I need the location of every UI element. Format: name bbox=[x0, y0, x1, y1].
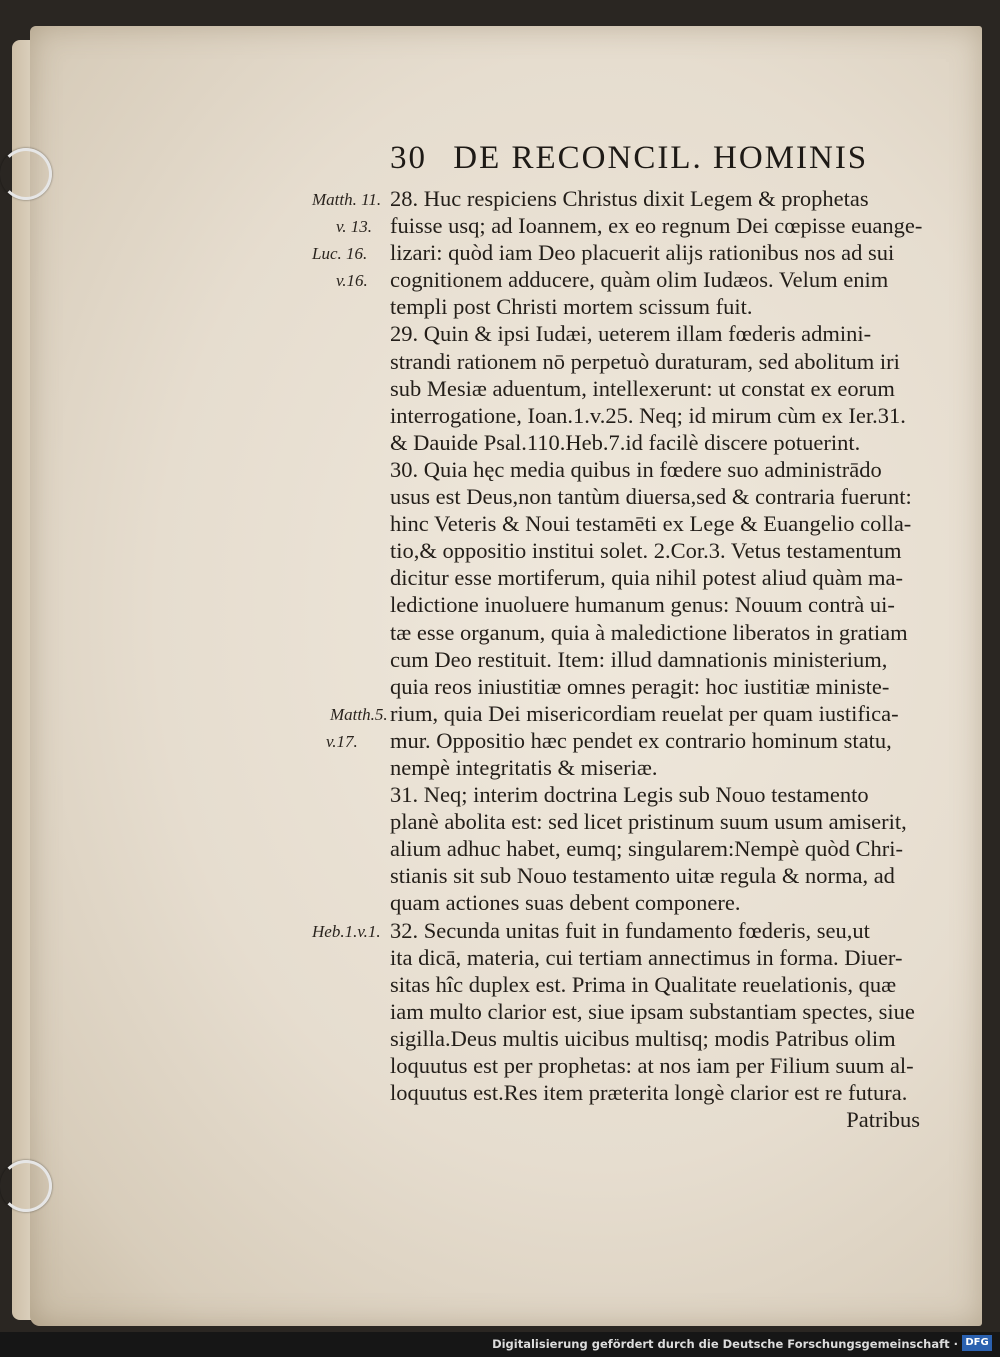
text-line: templi post Christi mortem scissum fuit. bbox=[390, 294, 753, 320]
text-line: 31. Neq; interim doctrina Legis sub Nouo testamento bbox=[390, 782, 869, 808]
text-line: ledictione inuoluere humanum genus: Nouum contrà ui- bbox=[390, 592, 895, 618]
dfg-logo: DFG bbox=[962, 1335, 992, 1351]
text-line: 30. Quia hęc media quibus in fœdere suo administrādo bbox=[390, 456, 882, 482]
margin-note: v.16. bbox=[336, 271, 368, 290]
text-line: sub Mesiæ aduentum, intellexerunt: ut constat ex eorum bbox=[390, 375, 895, 401]
text-line: tio,& oppositio institui solet. 2.Cor.3. Vetus testamentum bbox=[390, 538, 902, 564]
text-line: nempè integritatis & miseriæ. bbox=[390, 754, 658, 780]
footer-credit: Digitalisierung gefördert durch die Deutsche Forschungsgemeinschaft · bbox=[492, 1337, 958, 1351]
catchword: Patribus bbox=[846, 1107, 920, 1133]
text-line: 32. Secunda unitas fuit in fundamento fœderis, seu,ut bbox=[390, 917, 870, 943]
text-line: 28. Huc respiciens Christus dixit Legem & prophetas bbox=[390, 186, 869, 211]
text-line: dicitur esse mortiferum, quia nihil potest aliud quàm ma- bbox=[390, 565, 904, 591]
text-line: mur. Oppositio hæc pendet ex contrario hominum statu, bbox=[390, 727, 892, 753]
text-line: cum Deo restituit. Item: illud damnationis ministerium, bbox=[390, 646, 888, 672]
text-line: interrogatione, Ioan.1.v.25. Neq; id mirum cùm ex Ier.31. bbox=[390, 402, 906, 428]
text-line: planè abolita est: sed licet pristinum suum usum amiserit, bbox=[390, 809, 907, 835]
text-line: alium adhuc habet, eumq; singularem:Nempè quòd Chri- bbox=[390, 836, 903, 862]
text-line: loquutus est.Res item præterita longè clarior est re futura. bbox=[390, 1080, 908, 1106]
running-title: DE RECONCIL. HOMINIS bbox=[453, 140, 869, 176]
text-line: strandi rationem nō perpetuò duraturam, sed abolitum iri bbox=[390, 348, 900, 374]
margin-note: v. 13. bbox=[336, 217, 373, 236]
page-header bbox=[390, 140, 910, 177]
text-line: hinc Veteris & Noui testamēti ex Lege & Euangelio colla- bbox=[390, 511, 912, 537]
text-line: rium, quia Dei misericordiam reuelat per quam iustifica- bbox=[390, 700, 899, 726]
margin-note: Matth.5. bbox=[330, 705, 388, 724]
text-line: sitas hîc duplex est. Prima in Qualitate reuelationis, quæ bbox=[390, 971, 897, 997]
text-line: loquutus est per prophetas: at nos iam per Filium suum al- bbox=[390, 1053, 914, 1078]
text-line: ita dicā, materia, cui tertiam annectimus in forma. Diuer- bbox=[390, 944, 903, 970]
margin-note: Heb.1.v.1. bbox=[312, 922, 381, 941]
margin-note: Matth. 11. bbox=[312, 190, 382, 209]
binding-ring-top bbox=[0, 148, 52, 200]
margin-note: v.17. bbox=[326, 732, 358, 751]
text-line: lizari: quòd iam Deo placuerit alijs rationibus nos ad sui bbox=[390, 240, 895, 266]
text-line: 29. Quin & ipsi Iudæi, ueterem illam fœderis admini- bbox=[390, 321, 872, 347]
text-line: quia reos iniustitiæ omnes peragit: hoc iustitiæ ministe- bbox=[390, 673, 890, 699]
text-line: stianis sit sub Nouo testamento uitæ regula & norma, ad bbox=[390, 863, 895, 889]
text-line: usus est Deus,non tantùm diuersa,sed & contraria fuerunt: bbox=[390, 484, 912, 510]
text-line: cognitionem adducere, quàm olim Iudæos. Velum enim bbox=[390, 267, 889, 293]
body-text bbox=[390, 185, 923, 1133]
text-line: tæ esse organum, quia à maledictione liberatos in gratiam bbox=[390, 619, 908, 645]
text-line: quam actiones suas debent componere. bbox=[390, 890, 741, 916]
text-line: & Dauide Psal.110.Heb.7.id facilè discere potuerint. bbox=[390, 429, 861, 455]
text-line: iam multo clarior est, siue ipsam substantiam spectes, siue bbox=[390, 998, 915, 1024]
text-line: sigilla.Deus multis uicibus multisq; modis Patribus olim bbox=[390, 1025, 896, 1051]
page-number: 30 bbox=[390, 140, 427, 176]
margin-note: Luc. 16. bbox=[312, 244, 368, 263]
binding-ring-bottom bbox=[0, 1160, 52, 1212]
text-line: fuisse usq; ad Ioannem, ex eo regnum Dei cœpisse euange- bbox=[390, 213, 923, 239]
